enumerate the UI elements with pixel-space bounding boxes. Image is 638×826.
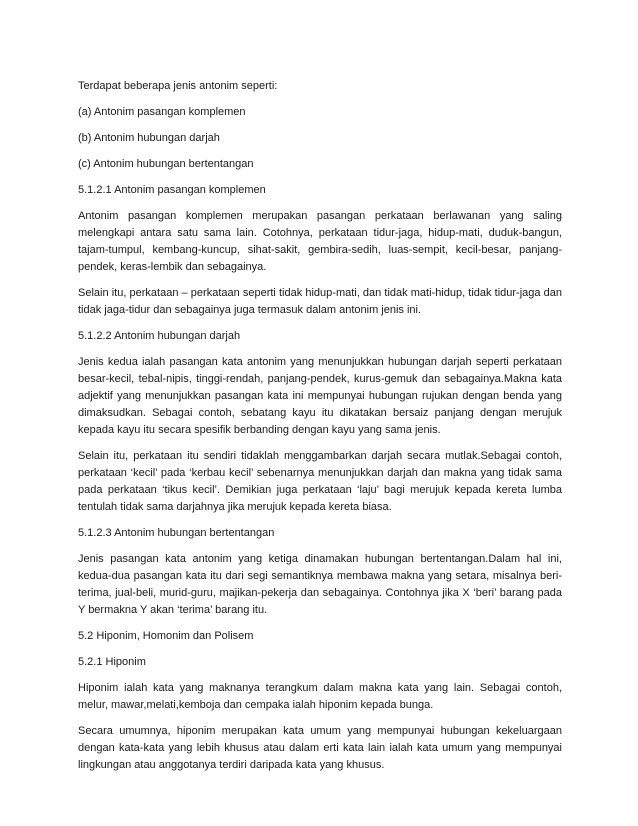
section-heading-5-2: 5.2 Hiponim, Homonim dan Polisem	[78, 630, 254, 642]
list-item-c: (c) Antonim hubungan bertentangan	[78, 158, 254, 170]
list-item-a: (a) Antonim pasangan komplemen	[78, 106, 246, 118]
paragraph-hiponim-definition: Hiponim ialah kata yang maknanya terangkum dalam makna kata yang lain. Sebagai contoh, melur, mawar,melati,kemboja dan cempaka ialah hiponim kepada bunga.	[78, 682, 562, 711]
paragraph-hiponim-general: Secara umumnya, hiponim merupakan kata umum yang mempunyai hubungan kekeluargaan dengan kata-kata yang lebih khusus atau dalam erti kata lain ialah kata umum yang mempunyai lingkungan atau anggotanya terdiri daripada kata yang khusus.	[78, 725, 562, 771]
paragraph-komplemen-definition: Antonim pasangan komplemen merupakan pasangan perkataan berlawanan yang saling melengkapi antara satu sama lain. Cotohnya, perkataan tidur-jaga, hidup-mati, duduk-bangun, tajam-tumpul, kembang-kuncup, sihat-sakit, gembira-sedih, luas-sempit, kecil-besar, panjang-pendek, keras-lembik dan sebagainya.	[78, 210, 562, 273]
paragraph-darjah-definition: Jenis kedua ialah pasangan kata antonim yang menunjukkan hubungan darjah seperti perkataan besar-kecil, tebal-nipis, tinggi-rendah, panjang-pendek, kurus-gemuk dan sebagainya.Makna kata adjektif yang menunjukkan pasangan kata ini mempunyai hubungan rujukan dengan benda yang dimaksudkan. Sebagai contoh, sebatang kayu itu dikatakan bersaiz panjang dengan merujuk kepada kayu itu secara spesifik berbanding dengan kayu yang sama jenis.	[78, 356, 562, 436]
section-heading-5-2-1: 5.2.1 Hiponim	[78, 656, 146, 668]
section-heading-5-1-2-2: 5.1.2.2 Antonim hubungan darjah	[78, 330, 241, 342]
intro-sentence: Terdapat beberapa jenis antonim seperti:	[78, 80, 278, 92]
document-page	[78, 78, 562, 783]
list-item-b: (b) Antonim hubungan darjah	[78, 132, 220, 144]
section-heading-5-1-2-1: 5.1.2.1 Antonim pasangan komplemen	[78, 184, 266, 196]
paragraph-bertentangan-definition: Jenis pasangan kata antonim yang ketiga dinamakan hubungan bertentangan.Dalam hal ini, kedua-dua pasangan kata itu dari segi semantiknya membawa makna yang setara, misalnya beri-terima, jual-beli, murid-guru, majikan-pekerja dan sebagainya. Contohnya jika X ‘beri’ barang pada Y bermakna Y akan ‘terima’ barang itu.	[78, 553, 562, 616]
paragraph-komplemen-extra: Selain itu, perkataan – perkataan seperti tidak hidup-mati, dan tidak mati-hidup, tidak tidur-jaga dan tidak jaga-tidur dan sebagainya juga termasuk dalam antonim jenis ini.	[78, 287, 562, 316]
paragraph-darjah-extra: Selain itu, perkataan itu sendiri tidaklah menggambarkan darjah secara mutlak.Sebagai contoh, perkataan ‘kecil’ pada ‘kerbau kecil’ sebenarnya menunjukkan darjah dan makna yang tidak sama pada perkataan ‘tikus kecil’. Demikian juga perkataan ‘laju’ bagi merujuk kepada kereta lumba tentulah tidak sama darjahnya jika merujuk kepada kereta biasa.	[78, 450, 562, 513]
section-heading-5-1-2-3: 5.1.2.3 Antonim hubungan bertentangan	[78, 527, 275, 539]
